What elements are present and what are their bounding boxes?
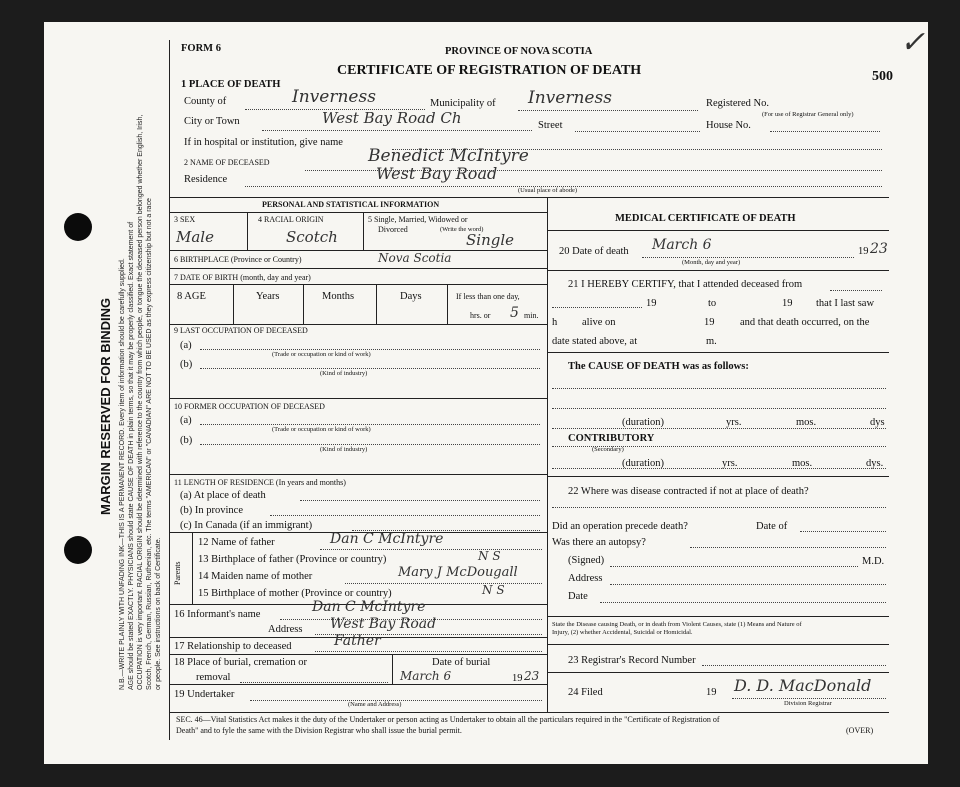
medical-rule — [547, 644, 889, 645]
birthplace-label: 6 BIRTHPLACE (Province or Country) — [174, 255, 302, 264]
death-year-prefix: 19 — [858, 246, 869, 257]
q22-label: 22 Where was disease contracted if not at place of death? — [568, 486, 809, 497]
last-occ-b-label: (b) — [180, 359, 193, 370]
county-value: Inverness — [292, 87, 376, 107]
cause-label: The CAUSE OF DEATH was as follows: — [568, 361, 749, 372]
father-birthplace-label: 13 Birthplace of father (Province or country) — [198, 554, 387, 565]
name-of-deceased-label: 2 NAME OF DECEASED — [184, 158, 270, 167]
residence-c-label: (c) In Canada (if an immigrant) — [180, 520, 313, 531]
cause-line-2 — [552, 408, 886, 409]
racial-divider — [363, 212, 364, 250]
binding-hole-bottom — [64, 536, 92, 564]
medical-address-label: Address — [568, 573, 603, 584]
father-name-value: Dan C McIntyre — [330, 531, 444, 547]
street-label: Street — [538, 120, 563, 131]
footer-over: (OVER) — [846, 726, 874, 735]
mother-maiden-value: Mary J McDougall — [398, 565, 518, 580]
last-occ-a-label: (a) — [180, 340, 192, 351]
burial-date-label: Date of burial — [432, 657, 491, 668]
last-occ-a-note: (Trade or occupation or kind of work) — [272, 351, 371, 358]
father-birthplace-value: N S — [478, 549, 501, 563]
mother-maiden-line — [345, 583, 542, 584]
years-label: Years — [256, 291, 280, 302]
footer-line-1: SEC. 46—Vital Statistics Act makes it the duty of the Undertaker or person acting as Undertaker to obtain all the particulars required in the "Certificate of Registration of — [176, 715, 720, 724]
residence-a-line — [300, 500, 540, 501]
certificate-title: CERTIFICATE OF REGISTRATION OF DEATH — [337, 63, 642, 78]
place-of-death-heading: 1 PLACE OF DEATH — [181, 79, 281, 90]
date-of-death-value: March 6 — [652, 237, 712, 253]
mother-maiden-label: 14 Maiden name of mother — [198, 571, 313, 582]
city-value: West Bay Road Ch — [322, 109, 462, 127]
grid-top-rule — [169, 197, 889, 198]
mos-label-2: mos. — [792, 458, 813, 469]
undertaker-note: (Name and Address) — [348, 701, 402, 708]
medical-note-2: Injury, (2) whether Accidental, Suicidal or Homicidal. — [552, 629, 693, 636]
house-line — [770, 131, 880, 132]
grid-center-rule — [547, 197, 548, 712]
sex-label: 3 SEX — [174, 215, 196, 224]
operation-line — [800, 531, 886, 532]
sex-value: Male — [176, 228, 214, 246]
medical-rule — [547, 352, 889, 353]
medical-rule — [547, 616, 889, 617]
md-label: M.D. — [862, 556, 885, 567]
last-occupation-heading: 9 LAST OCCUPATION OF DECEASED — [174, 326, 308, 335]
former-occ-b-note: (Kind of industry) — [320, 446, 368, 453]
years-divider — [303, 284, 304, 324]
mos-label-1: mos. — [796, 417, 817, 428]
autopsy-label: Was there an autopsy? — [552, 537, 646, 548]
medical-address-line — [610, 584, 886, 585]
dob-label: 7 DATE OF BIRTH (month, day and year) — [174, 273, 311, 282]
form-number: FORM 6 — [181, 43, 221, 54]
registered-no-label: Registered No. — [706, 98, 769, 109]
form-left-rule — [169, 40, 170, 740]
line3-c: 19 — [704, 317, 715, 328]
margin-title: MARGIN RESERVED FOR BINDING — [98, 297, 113, 515]
residence-b-label: (b) In province — [180, 505, 243, 516]
line2-c: 19 — [782, 298, 793, 309]
burial-place-line — [240, 682, 388, 683]
margin-line: N.B.—WRITE PLAINLY WITH UNFADING INK—THIS IS A PERMANENT RECORD. Every item of information should be carefully supplied. — [119, 258, 126, 690]
filed-label: 24 Filed — [568, 687, 603, 698]
contributory-label: CONTRIBUTORY — [568, 433, 655, 444]
certify-line2 — [552, 307, 642, 308]
signed-line — [610, 566, 858, 567]
marital-value: Single — [466, 231, 515, 249]
parents-divider — [192, 532, 193, 604]
secondary-note: (Secondary) — [592, 446, 624, 453]
line3-b: alive on — [582, 317, 616, 328]
informant-address-value: West Bay Road — [330, 616, 437, 632]
duration-line-1 — [552, 428, 886, 429]
margin-line: Scotch, French, German, Russian, Ruthenian, etc. The terms "AMERICAN" or "CANADIAN" ARE NOT TO BE USED as they express citizenship but not a race — [146, 198, 153, 690]
age-divider — [233, 284, 234, 324]
hrs-label: hrs. or — [470, 311, 491, 320]
duration-label-2: (duration) — [622, 458, 664, 469]
province-title: PROVINCE OF NOVA SCOTIA — [445, 46, 593, 57]
row-rule — [169, 268, 547, 269]
row-rule — [169, 474, 547, 475]
municipality-label: Municipality of — [430, 98, 496, 109]
medical-date-label: Date — [568, 591, 588, 602]
date-of-death-line — [642, 257, 854, 258]
medical-heading: MEDICAL CERTIFICATE OF DEATH — [615, 213, 796, 224]
racial-value: Scotch — [286, 228, 338, 246]
margin-line: OCCUPATION is very important. RACIAL ORIGIN should be determined with reference to the country from which people, or tongue the deceased person belonged whether English, Irish, — [137, 114, 144, 690]
line3-a: h — [552, 317, 558, 328]
contributory-line — [552, 446, 886, 447]
former-occ-a-line — [200, 424, 540, 425]
duration-label-1: (duration) — [622, 417, 664, 428]
hospital-label: If in hospital or institution, give name — [184, 137, 343, 148]
racial-label: 4 RACIAL ORIGIN — [258, 215, 324, 224]
medical-rule — [547, 270, 889, 271]
burial-year-prefix: 19 — [512, 673, 523, 684]
street-line — [575, 131, 700, 132]
residence-label: Residence — [184, 174, 228, 185]
former-occ-a-label: (a) — [180, 415, 192, 426]
marital-note: (Write the word) — [440, 226, 484, 233]
operation-label: Did an operation precede death? — [552, 521, 688, 532]
margin-line: AGE should be stated EXACTLY. PHYSICIANS should state CAUSE OF DEATH in plain terms, so that it may be properly classified. Exact statement of — [128, 221, 135, 690]
name-of-deceased-value: Benedict McIntyre — [368, 146, 529, 166]
medical-rule — [547, 672, 889, 673]
residence-a-label: (a) At place of death — [180, 490, 266, 501]
burial-date-value: March 6 — [400, 669, 452, 683]
months-divider — [376, 284, 377, 324]
line2-a: 19 — [646, 298, 657, 309]
registrar-line — [702, 665, 886, 666]
dys-label-2: dys. — [866, 458, 884, 469]
signed-label: (Signed) — [568, 555, 605, 566]
residence-length-heading: 11 LENGTH OF RESIDENCE (In years and months) — [174, 478, 346, 487]
less-than-day-label: If less than one day, — [456, 292, 520, 301]
date-of-death-label: 20 Date of death — [559, 246, 629, 257]
medical-rule — [547, 476, 889, 477]
relationship-value: Father — [334, 633, 381, 649]
duration-line-2 — [552, 468, 886, 469]
q22-line — [552, 507, 886, 508]
registrar-signature: D. D. MacDonald — [734, 676, 872, 695]
certificate-page — [44, 22, 928, 764]
registered-no-note: (For use of Registrar General only) — [762, 111, 854, 118]
line4-a: date stated above, at — [552, 336, 638, 347]
row-rule — [169, 284, 547, 285]
age-label: 8 AGE — [177, 291, 206, 302]
municipality-line — [518, 110, 698, 111]
residence-b-line — [270, 515, 540, 516]
line3-d: and that death occurred, on the — [740, 317, 870, 328]
filed-year: 19 — [706, 687, 717, 698]
days-divider — [447, 284, 448, 324]
row-rule — [169, 684, 547, 685]
medical-rule — [547, 230, 889, 231]
days-label: Days — [400, 291, 422, 302]
date-of-death-note: (Month, day and year) — [682, 259, 741, 266]
residence-value: West Bay Road — [376, 164, 498, 183]
municipality-value: Inverness — [528, 88, 612, 108]
sex-divider — [247, 212, 248, 250]
last-occ-b-line — [200, 368, 540, 369]
burial-place-label-2: removal — [196, 672, 231, 683]
months-label: Months — [322, 291, 355, 302]
yrs-label-1: yrs. — [726, 417, 742, 428]
row-rule — [169, 250, 547, 251]
informant-name-value: Dan C McIntyre — [312, 599, 426, 615]
city-label: City or Town — [184, 116, 240, 127]
certify-line: 21 I HEREBY CERTIFY, that I attended deceased from — [568, 279, 803, 290]
city-line — [262, 130, 532, 131]
margin-line: or people. See instructions on back of Certificate. — [155, 537, 162, 690]
last-occ-b-note: (Kind of industry) — [320, 370, 368, 377]
filed-line — [732, 698, 886, 699]
father-name-line — [320, 549, 542, 550]
relationship-label: 17 Relationship to deceased — [174, 641, 292, 652]
informant-name-label: 16 Informant's name — [174, 609, 261, 620]
grid-subtop-rule — [169, 212, 547, 213]
cause-line-1 — [552, 388, 886, 389]
line2-b: to — [708, 298, 717, 309]
undertaker-label: 19 Undertaker — [174, 689, 235, 700]
op-date-label: Date of — [756, 521, 788, 532]
checkmark-mark: ✓ — [900, 25, 926, 60]
min-value: 5 — [510, 305, 519, 321]
binding-hole-top — [64, 213, 92, 241]
former-occ-b-line — [200, 444, 540, 445]
burial-year-value: 23 — [524, 669, 540, 683]
house-no-label: House No. — [706, 120, 751, 131]
footer-line-2: Death" and to fyle the same with the Division Registrar who shall issue the burial permit. — [176, 726, 462, 735]
burial-divider — [392, 654, 393, 684]
personal-heading: PERSONAL AND STATISTICAL INFORMATION — [262, 200, 440, 209]
mother-birthplace-label: 15 Birthplace of mother (Province or country) — [198, 588, 392, 599]
registrar-label: 23 Registrar's Record Number — [568, 655, 696, 666]
certificate-number: 500 — [872, 69, 893, 84]
relationship-line — [315, 651, 542, 652]
min-label: min. — [524, 311, 539, 320]
informant-address-label: Address — [268, 624, 303, 635]
medical-date-line — [600, 602, 886, 603]
yrs-label-2: yrs. — [722, 458, 738, 469]
form-bottom-rule — [169, 712, 889, 713]
division-registrar-label: Division Registrar — [784, 700, 832, 707]
certify-dotline — [830, 290, 882, 291]
death-year-value: 23 — [870, 241, 888, 257]
last-occ-a-line — [200, 349, 540, 350]
row-rule — [169, 324, 547, 325]
line4-b: m. — [706, 336, 717, 347]
former-occ-b-label: (b) — [180, 435, 193, 446]
row-rule — [169, 654, 547, 655]
father-name-label: 12 Name of father — [198, 537, 275, 548]
parents-side-label: Parents — [173, 561, 182, 585]
former-occ-a-note: (Trade or occupation or kind of work) — [272, 426, 371, 433]
former-occupation-heading: 10 FORMER OCCUPATION OF DECEASED — [174, 402, 325, 411]
autopsy-line — [690, 547, 886, 548]
mother-birthplace-value: N S — [482, 583, 505, 597]
line2-d: that I last saw — [816, 298, 875, 309]
marital-label-2: Divorced — [378, 225, 408, 234]
residence-note: (Usual place of abode) — [518, 187, 578, 194]
dys-label-1: dys — [870, 417, 885, 428]
burial-place-label-1: 18 Place of burial, cremation or — [174, 657, 307, 668]
county-label: County of — [184, 96, 227, 107]
birthplace-value: Nova Scotia — [378, 251, 452, 265]
marital-label-1: 5 Single, Married, Widowed or — [368, 215, 468, 224]
medical-note-1: State the Disease causing Death, or in death from Violent Causes, state (1) Means and Nature of — [552, 621, 802, 628]
row-rule — [169, 398, 547, 399]
